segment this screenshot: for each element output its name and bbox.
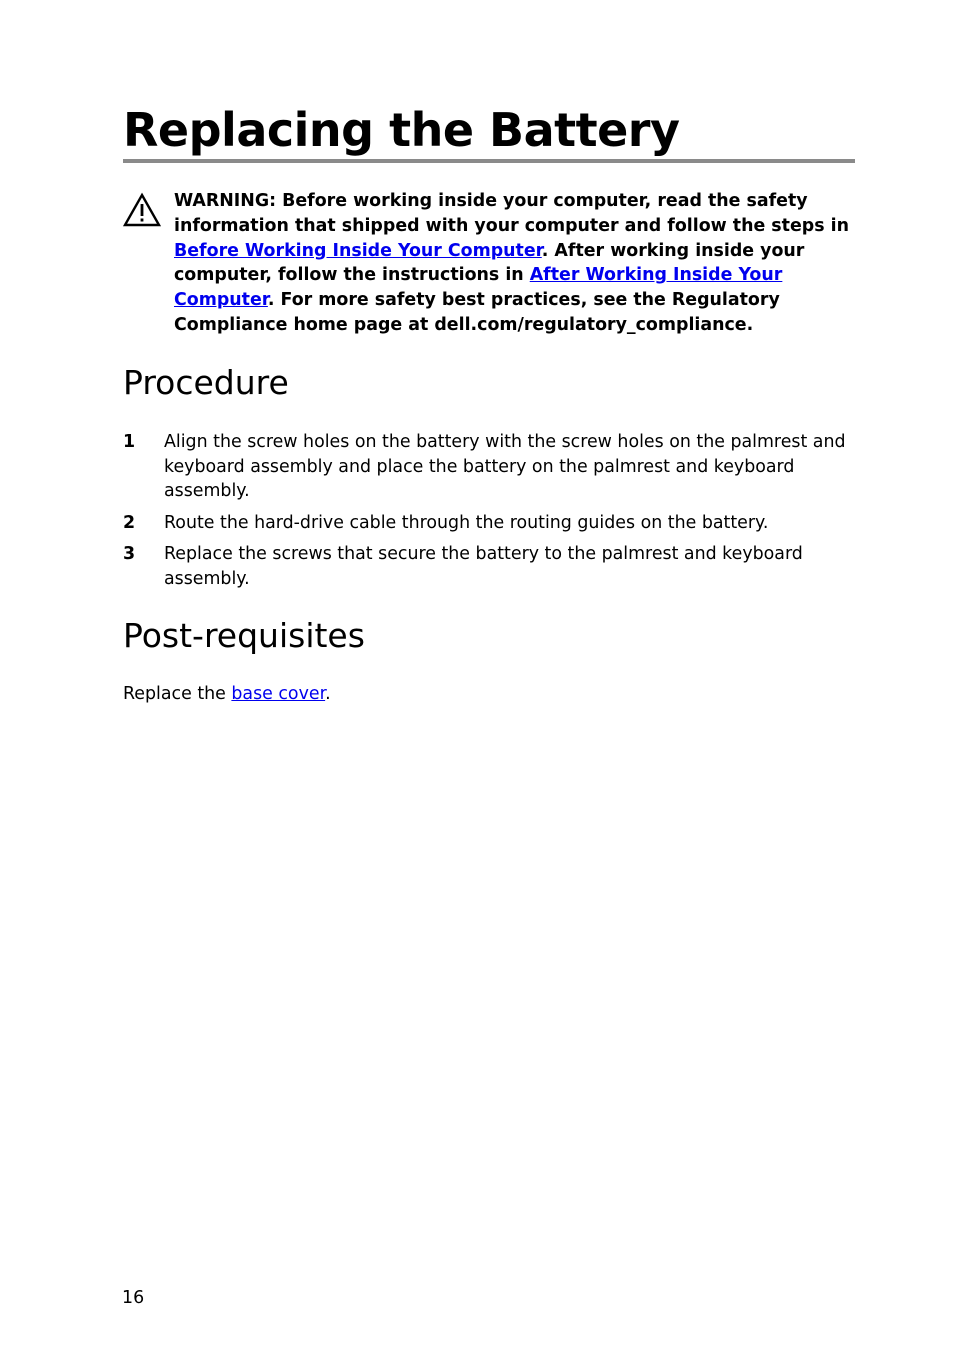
post-requisites-text-part: Replace the <box>123 684 232 704</box>
procedure-step <box>123 511 858 536</box>
procedure-step <box>123 542 858 591</box>
base-cover-link[interactable]: base cover <box>231 684 326 704</box>
warning-text-part: . After working inside your computer, follow the instructions in <box>174 240 805 286</box>
page-number: 16 <box>122 1288 145 1308</box>
warning-text <box>174 189 849 338</box>
procedure-step <box>123 430 858 504</box>
procedure-steps <box>123 430 858 598</box>
warning-text-part: . For more safety best practices, see the Regulatory Compliance home page at dell.com/regulatory_compliance. <box>174 290 780 335</box>
step-text: Route the hard-drive cable through the routing guides on the battery. <box>164 512 769 533</box>
procedure-heading: Procedure <box>123 363 289 402</box>
post-requisites-text <box>123 682 331 707</box>
step-number: 1 <box>123 432 136 452</box>
step-number: 2 <box>123 512 136 533</box>
page-title: Replacing the Battery <box>123 103 680 157</box>
warning-triangle-icon <box>122 192 162 228</box>
before-working-link[interactable]: Before Working Inside Your Computer <box>174 240 542 261</box>
step-number: 3 <box>123 544 136 564</box>
post-requisites-heading: Post-requisites <box>123 616 365 655</box>
title-rule <box>123 159 855 163</box>
warning-text-part: WARNING: Before working inside your computer, read the safety information that shipped with your computer and follow the steps in <box>174 191 849 236</box>
step-text: Replace the screws that secure the battery to the palmrest and keyboard assembly. <box>164 544 803 589</box>
step-text: Align the screw holes on the battery with the screw holes on the palmrest and keyboard assembly and place the battery on the palmrest and keyboard assembly. <box>164 432 846 501</box>
after-working-link[interactable]: After Working Inside Your Computer <box>174 265 783 311</box>
post-requisites-text-part: . <box>325 684 331 704</box>
